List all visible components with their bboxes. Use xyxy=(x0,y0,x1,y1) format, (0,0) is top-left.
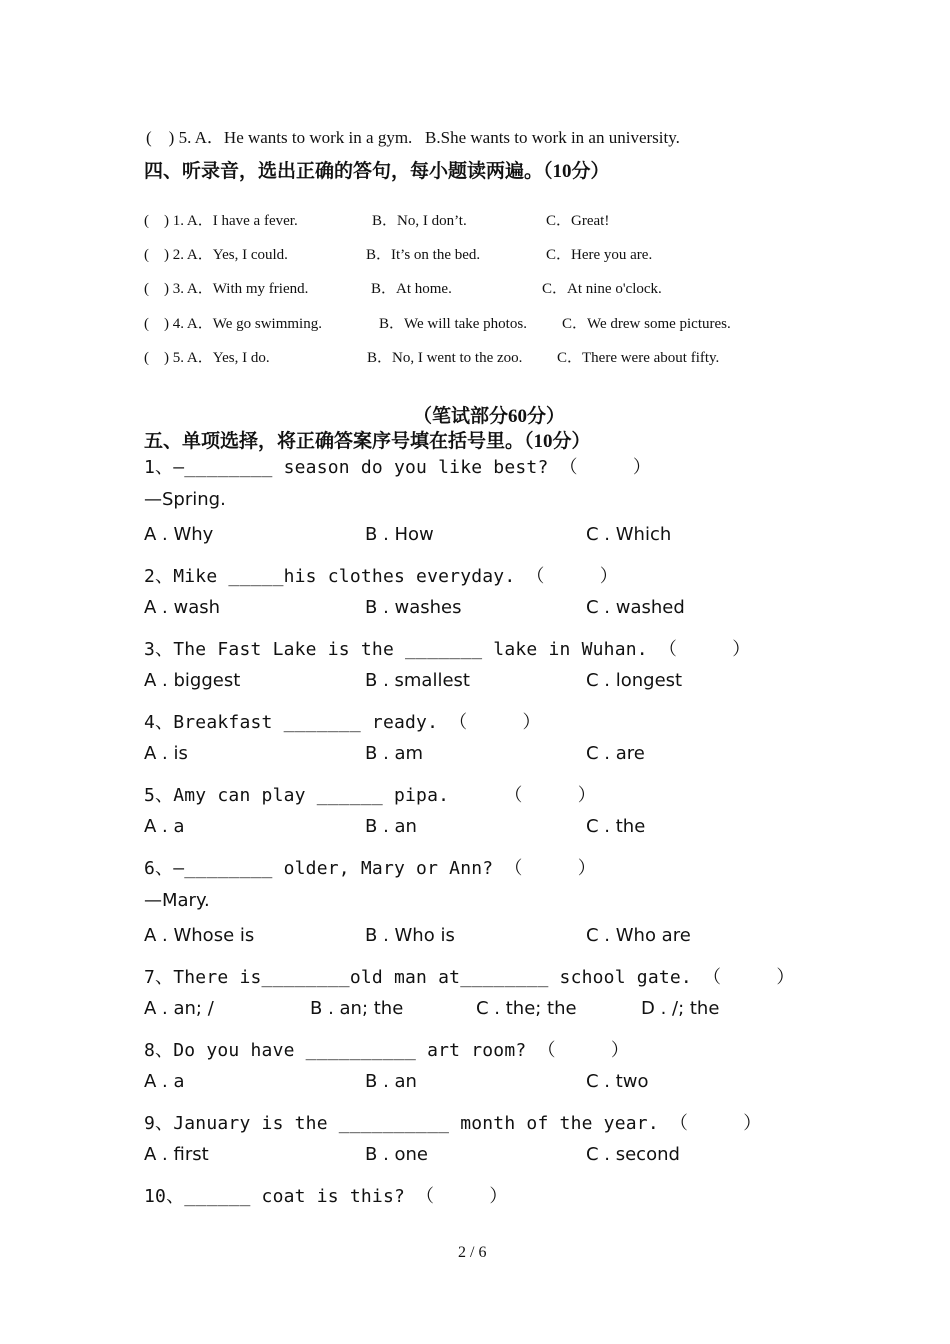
section4-item-2-b: B．It’s on the bed. xyxy=(366,247,481,263)
question-7: 7、There is________old man at________ school gate. （ ） xyxy=(144,967,795,988)
question-6-option-a: A . Whose is xyxy=(144,925,255,946)
question-8-option-c: C . two xyxy=(586,1071,649,1092)
section4-item-3-a: ( ) 3. A．With my friend. xyxy=(144,281,309,297)
question-8: 8、Do you have __________ art room? （ ） xyxy=(144,1040,630,1061)
question-7-option-a: A . an; / xyxy=(144,998,214,1019)
question-2: 2、Mike _____his clothes everyday. （ ） xyxy=(144,566,619,587)
question-9-option-b: B . one xyxy=(365,1144,429,1165)
question-3-option-c: C . longest xyxy=(586,670,683,691)
question-9-option-c: C . second xyxy=(586,1144,680,1165)
question-8-option-a: A . a xyxy=(144,1071,185,1092)
section4-item-3-c: C．At nine o'clock. xyxy=(542,281,662,297)
question-1: 1、—________ season do you like best? （ ） xyxy=(144,457,652,478)
section4-item-5-b: B．No, I went to the zoo. xyxy=(367,350,523,366)
question-2-option-a: A . wash xyxy=(144,597,221,618)
section4-item-3-b: B．At home. xyxy=(371,281,452,297)
question-1-reply: —Spring. xyxy=(144,489,226,510)
section4-heading: 四、听录音，选出正确的答句，每小题读两遍。（10分） xyxy=(144,161,610,182)
section4-item-1-b: B．No, I don’t. xyxy=(372,213,467,229)
section4-item-2-a: ( ) 2. A．Yes, I could. xyxy=(144,247,288,263)
question-1-option-c: C . Which xyxy=(586,524,672,545)
question-3-option-b: B . smallest xyxy=(365,670,470,691)
question-4-option-c: C . are xyxy=(586,743,645,764)
question-3-option-a: A . biggest xyxy=(144,670,241,691)
section4-item-1-a: ( ) 1. A．I have a fever. xyxy=(144,213,298,229)
page-number: 2 / 6 xyxy=(458,1244,487,1261)
question-5-option-c: C . the xyxy=(586,816,646,837)
question-6: 6、—________ older, Mary or Ann? （ ） xyxy=(144,858,596,879)
question-4-option-a: A . is xyxy=(144,743,188,764)
part3-item-5: ( ) 5. A．He wants to work in a gym. B.She wants to work in an university. xyxy=(146,128,680,147)
question-5-option-a: A . a xyxy=(144,816,185,837)
section4-item-5-a: ( ) 5. A．Yes, I do. xyxy=(144,350,270,366)
question-4: 4、Breakfast _______ ready. （ ） xyxy=(144,712,541,733)
section4-item-1-c: C．Great! xyxy=(546,213,610,229)
question-10: 10、______ coat is this? （ ） xyxy=(144,1186,508,1207)
section4-item-5-c: C．There were about fifty. xyxy=(557,350,720,366)
question-9: 9、January is the __________ month of the year. （ ） xyxy=(144,1113,762,1134)
question-1-option-b: B . How xyxy=(365,524,434,545)
section4-item-2-c: C．Here you are. xyxy=(546,247,653,263)
question-5: 5、Amy can play ______ pipa. （ ） xyxy=(144,785,596,806)
question-6-option-c: C . Who are xyxy=(586,925,691,946)
question-9-option-a: A . first xyxy=(144,1144,209,1165)
question-7-option-d: D . /; the xyxy=(641,998,720,1019)
section5-heading: 五、单项选择，将正确答案序号填在括号里。（10分） xyxy=(144,431,591,452)
question-7-option-c: C . the; the xyxy=(476,998,577,1019)
section4-item-4-c: C．We drew some pictures. xyxy=(562,316,731,332)
question-4-option-b: B . am xyxy=(365,743,424,764)
section4-item-4-b: B．We will take photos. xyxy=(379,316,527,332)
question-7-option-b: B . an; the xyxy=(310,998,404,1019)
question-6-option-b: B . Who is xyxy=(365,925,455,946)
question-2-option-c: C . washed xyxy=(586,597,685,618)
question-8-option-b: B . an xyxy=(365,1071,417,1092)
written-part-title: （笔试部分60分） xyxy=(413,406,566,427)
question-2-option-b: B . washes xyxy=(365,597,462,618)
question-1-option-a: A . Why xyxy=(144,524,214,545)
question-5-option-b: B . an xyxy=(365,816,417,837)
section4-item-4-a: ( ) 4. A．We go swimming. xyxy=(144,316,322,332)
question-3: 3、The Fast Lake is the _______ lake in Wuhan. （ ） xyxy=(144,639,751,660)
question-6-reply: —Mary. xyxy=(144,890,210,911)
